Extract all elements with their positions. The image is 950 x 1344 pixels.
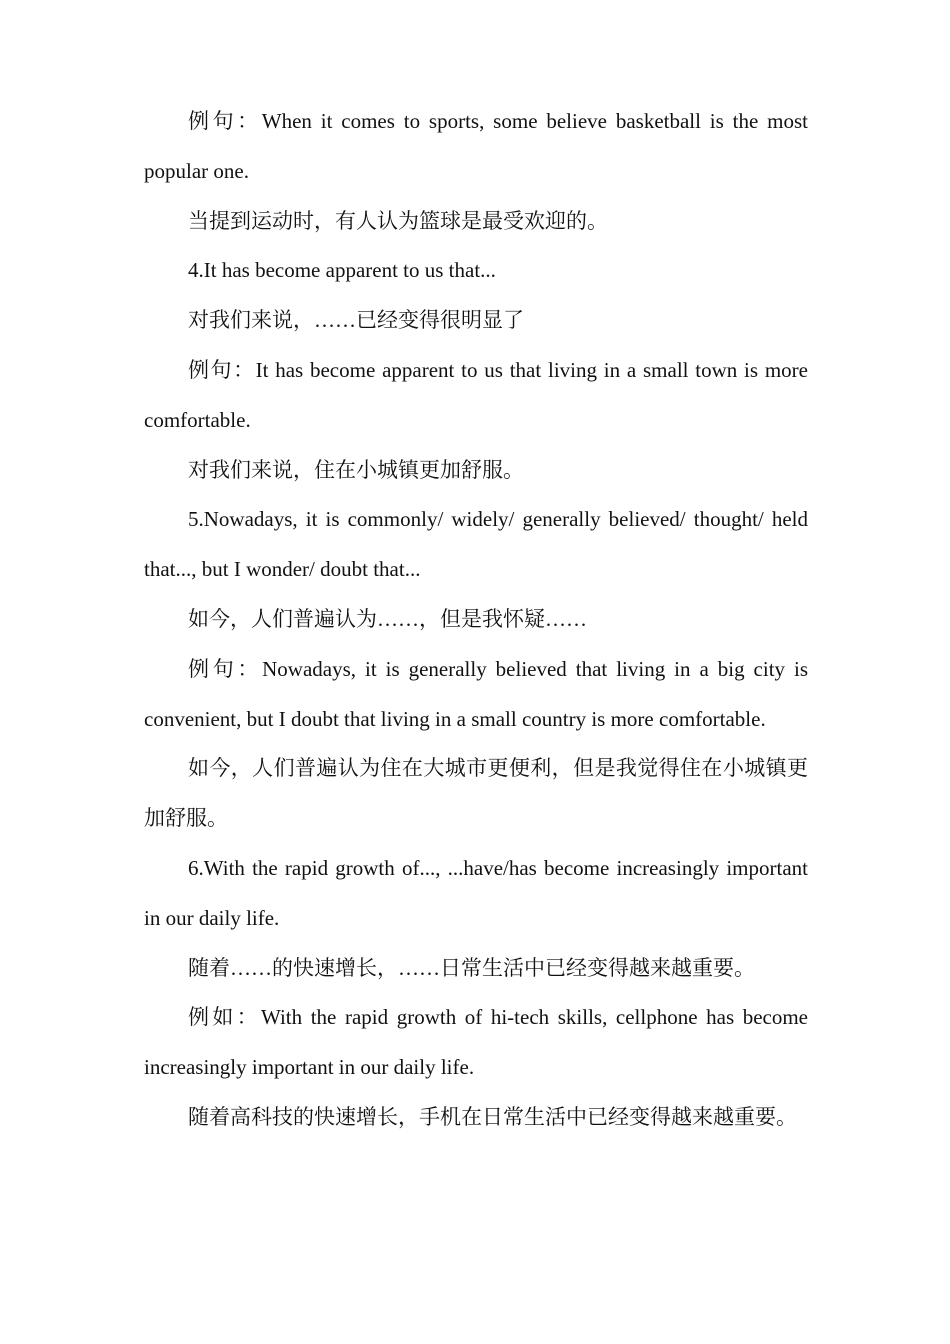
translation-paragraph: 如今，人们普遍认为住在大城市更便利，但是我觉得住在小城镇更加舒服。 [144,756,808,831]
translation-paragraph: 当提到运动时，有人认为篮球是最受欢迎的。 [188,208,608,233]
translation-paragraph: 随着高科技的快速增长，手机在日常生活中已经变得越来越重要。 [188,1104,797,1129]
example-paragraph: 例句：Nowadays, it is generally believed that living in a big city is convenient, but I doubt that living in a small country is more comfortable. [144,656,808,731]
translation-paragraph: 对我们来说，住在小城镇更加舒服。 [188,457,524,482]
translation-paragraph: 随着……的快速增长，……日常生活中已经变得越来越重要。 [188,955,755,980]
phrase-heading: 6.With the rapid growth of..., ...have/has become increasingly important in our daily life. [144,855,808,930]
translation-paragraph: 对我们来说，……已经变得很明显了 [188,308,524,333]
phrase-heading: 5.Nowadays, it is commonly/ widely/ generally believed/ thought/ held that..., but I wonder/ doubt that... [144,507,808,582]
example-paragraph: 例如：With the rapid growth of hi-tech skills, cellphone has become increasingly important in our daily life. [144,1005,808,1080]
example-paragraph: 例句：When it comes to sports, some believe basketball is the most popular one. [144,109,808,183]
example-paragraph: 例句：It has become apparent to us that living in a small town is more comfortable. [144,357,808,432]
phrase-heading: 4.It has become apparent to us that... [188,258,496,283]
translation-paragraph: 如今，人们普遍认为……，但是我怀疑…… [188,606,587,631]
document-body [144,97,808,1143]
